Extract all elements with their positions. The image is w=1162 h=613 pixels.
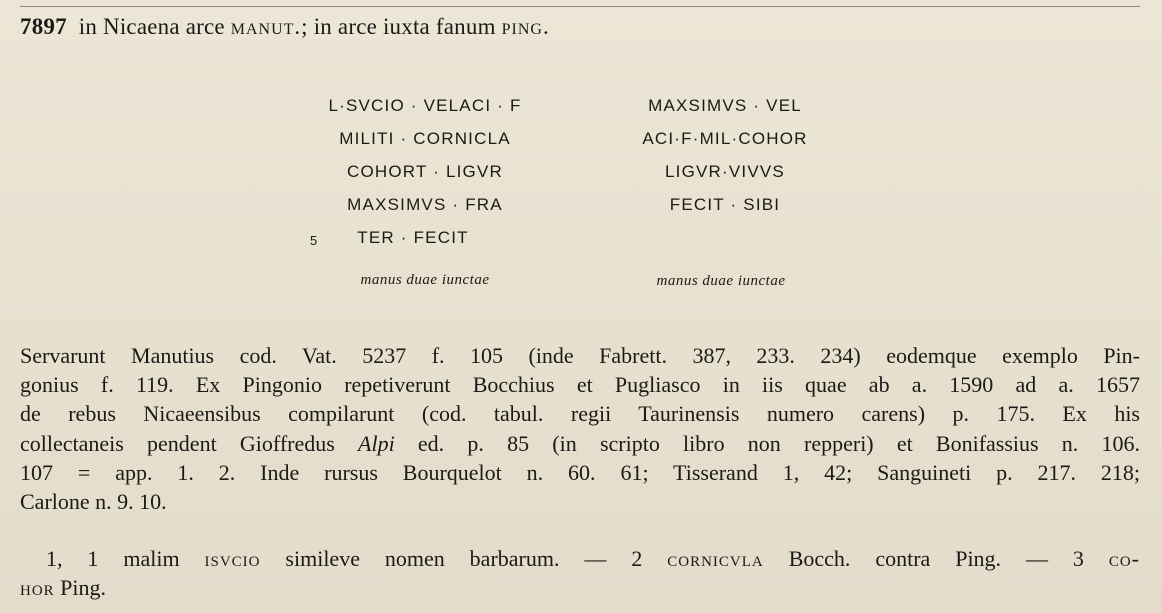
note-text: Bocch. contra Ping. — 3: [788, 546, 1084, 571]
inscription-left-column: [300, 96, 550, 266]
note-text: 1, 1 malim: [46, 546, 180, 571]
entry-source-pingonius: ping.: [501, 14, 550, 39]
top-rule: [20, 6, 1140, 7]
commentary-italic-title: Alpi: [358, 430, 395, 456]
inscription-line: MILITI · CORNICLA: [339, 129, 511, 148]
commentary-text: collectaneis pendent Gioffredus: [20, 430, 335, 456]
inscription-line: MAXSIMVS · VEL: [648, 96, 802, 115]
inscription-line: LIGVR·VIVVS: [665, 162, 785, 181]
commentary-line: [20, 429, 1140, 458]
entry-separator: ; in arce iuxta fanum: [301, 14, 496, 39]
commentary-line: 107 = app. 1. 2. Inde rursus Bourquelot n. 60. 61; Tisserand 1, 42; Sanguineti p. 217. 218;: [20, 459, 1140, 485]
note-smallcaps: isvcio: [204, 546, 261, 571]
note-smallcaps: cornicvla: [667, 546, 764, 571]
commentary-line: Servarunt Manutius cod. Vat. 5237 f. 105 (inde Fabrett. 387, 233. 234) eodemque exemplo Pin-: [20, 343, 1140, 368]
entry-number: 7897: [20, 14, 67, 39]
entry-heading: [20, 14, 550, 40]
notes-line: [20, 544, 1140, 573]
inscription-line: TER · FECIT: [357, 228, 469, 247]
left-caption: manus duae iunctae: [360, 272, 490, 288]
note-smallcaps: hor: [20, 575, 55, 601]
commentary-text: ed. p. 85 (in scripto libro non repperi) et Bonifassius n. 106.: [417, 430, 1141, 456]
commentary-line: de rebus Nicaeensibus compilarunt (cod. tabul. regii Taurinensis numero carens) p. 175. Ex his: [20, 401, 1140, 427]
entry-source-manutius: manut.: [230, 14, 302, 39]
inscription-line: ACI·F·MIL·COHOR: [642, 129, 808, 148]
commentary-line: gonius f. 119. Ex Pingonio repetiverunt Bocchius et Pugliasco in iis quae ab a. 1590 ad a. 1657: [20, 372, 1140, 398]
note-text: Ping.: [60, 575, 107, 601]
inscription-line: COHORT · LIGVR: [347, 162, 503, 181]
commentary-paragraph: [20, 341, 1140, 516]
note-smallcaps: co-: [1108, 546, 1140, 571]
entry-location: in Nicaena arce: [78, 14, 225, 39]
commentary-line: Carlone n. 9. 10.: [20, 489, 167, 515]
note-text: simileve nomen barbarum. — 2: [285, 546, 643, 571]
notes-line: [20, 573, 1140, 602]
inscription-line: FECIT · SIBI: [669, 195, 781, 214]
right-caption: manus duae iunctae: [656, 273, 786, 289]
inscription-right-column: [600, 96, 850, 266]
critical-notes: [20, 544, 1140, 602]
inscription-line: L·SVCIO · VELACI · F: [328, 96, 522, 115]
inscription-line: MAXSIMVS · FRA: [347, 195, 503, 214]
line-number: 5: [310, 233, 318, 248]
